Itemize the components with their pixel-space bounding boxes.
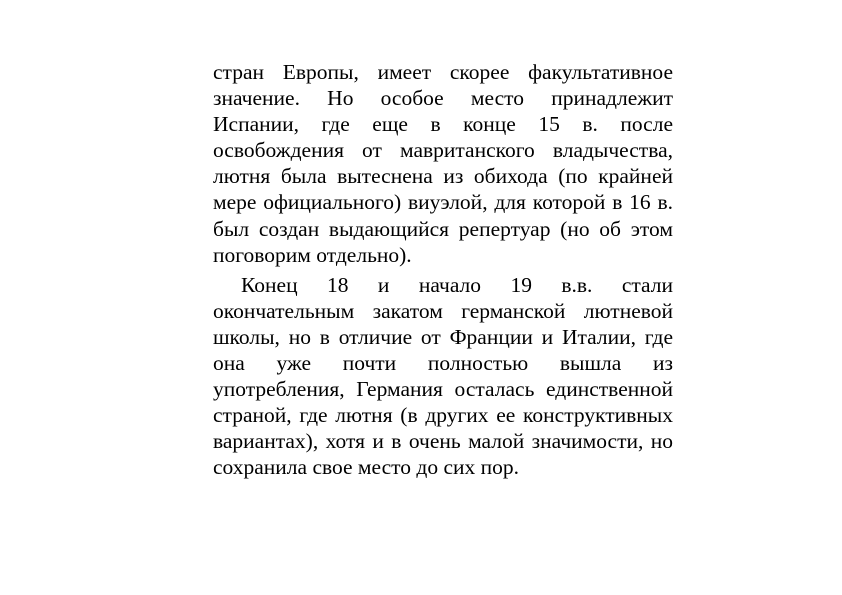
text-line: стран Европы, имеет скорее факультативное — [213, 60, 673, 84]
body-text — [213, 59, 673, 481]
text-line: Испании, где еще в конце 15 в. после — [213, 112, 673, 137]
text-line: поговорим отдельно). — [213, 242, 412, 267]
text-line: страной, где лютня (в других ее конструктивных — [213, 403, 673, 428]
text-line: окончательным закатом германской лютневой — [213, 298, 673, 323]
text-line: употребления, Германия осталась единственной — [213, 377, 673, 402]
paragraph-2 — [213, 272, 673, 481]
text-line: мере официального) виуэлой, для которой в 16 в. — [213, 190, 673, 215]
text-line: освобождения от мавританского владычества, — [213, 138, 673, 163]
text-line: она уже почти полностью вышла из — [213, 351, 673, 376]
text-line: Конец 18 и начало 19 в.в. стали — [241, 272, 673, 297]
text-line: значение. Но особое место принадлежит — [213, 86, 673, 111]
text-line: лютня была вытеснена из обихода (по крайней — [213, 164, 673, 189]
text-line: сохранила свое место до сих пор. — [213, 455, 520, 480]
text-line: вариантах), хотя и в очень малой значимости, но — [213, 429, 673, 454]
text-line: школы, но в отличие от Франции и Италии, где — [213, 324, 673, 349]
paragraph-1 — [213, 59, 673, 268]
text-line: был создан выдающийся репертуар (но об этом — [213, 216, 673, 241]
